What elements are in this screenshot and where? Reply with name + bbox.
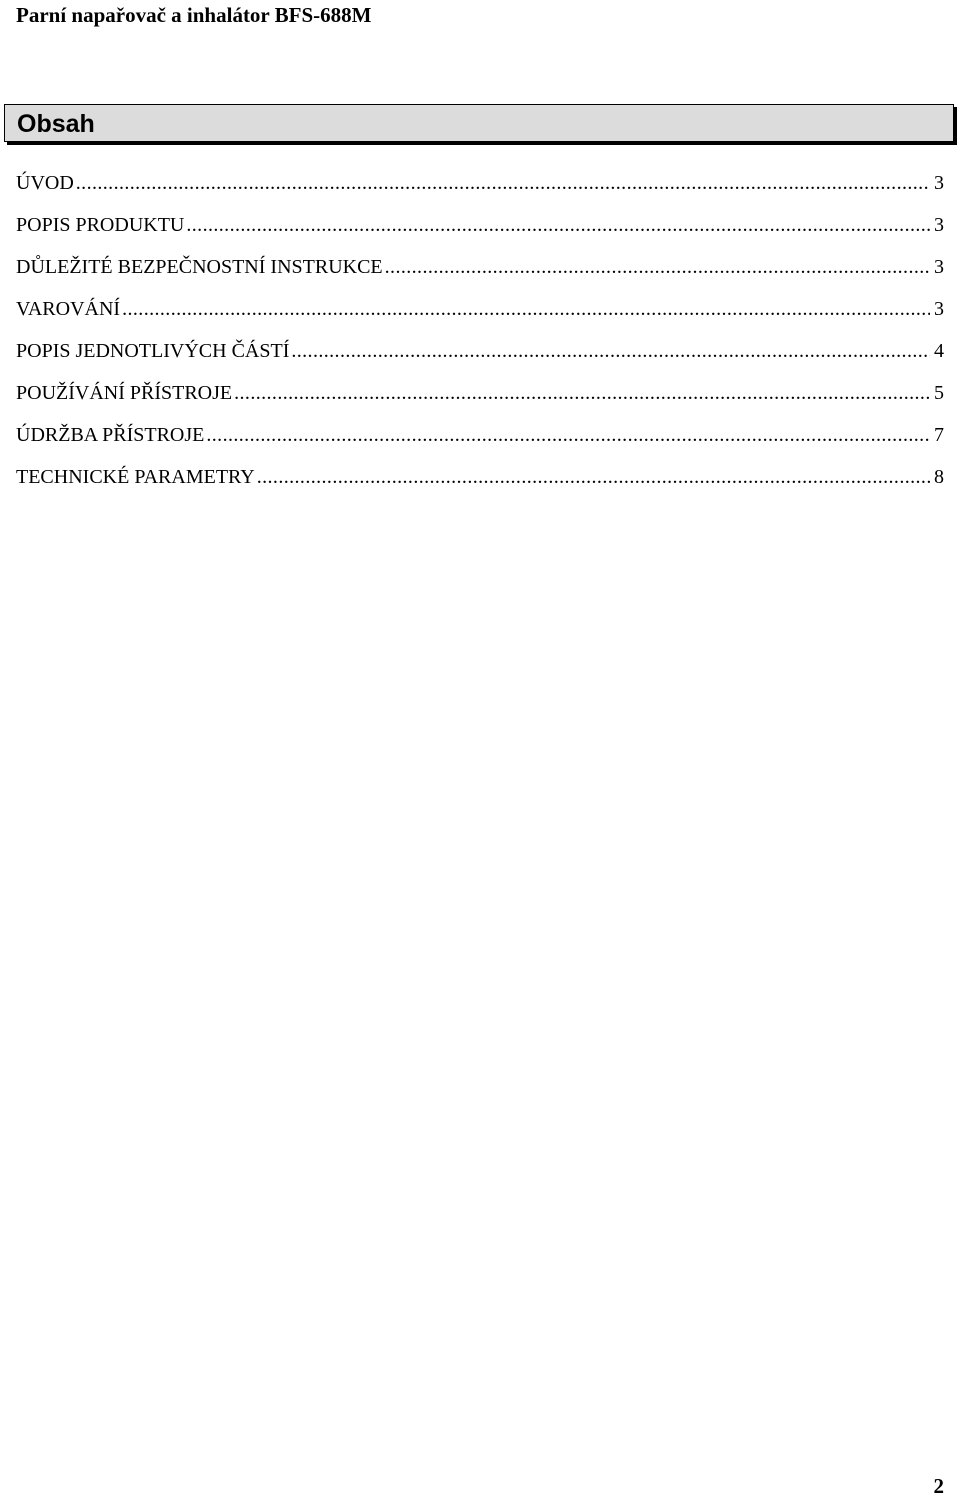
document-header-title: Parní napařovač a inhalátor BFS-688M — [16, 3, 372, 27]
toc-entry-popis-casti[interactable] — [16, 336, 944, 378]
toc-entry-title: POUŽÍVÁNÍ PŘÍSTROJE — [16, 382, 233, 404]
toc-entry-title: VAROVÁNÍ — [16, 298, 121, 320]
toc-entry-bezpecnostni-instrukce[interactable] — [16, 252, 944, 294]
toc-dot-leader — [206, 420, 930, 450]
toc-dot-leader — [122, 294, 930, 324]
toc-entry-udrzba[interactable] — [16, 420, 944, 462]
toc-dot-leader — [186, 210, 930, 240]
toc-entry-page: 3 — [934, 298, 944, 320]
toc-entry-varovani[interactable] — [16, 294, 944, 336]
toc-entry-page: 3 — [934, 214, 944, 236]
toc-heading-box — [4, 104, 954, 142]
toc-entry-pouzivani[interactable] — [16, 378, 944, 420]
toc-entry-page: 7 — [934, 424, 944, 446]
toc-dot-leader — [234, 378, 930, 408]
toc-entry-page: 4 — [934, 340, 944, 362]
toc-dot-leader — [257, 462, 930, 492]
toc-dot-leader — [385, 252, 930, 282]
toc-entry-technicke-parametry[interactable] — [16, 462, 944, 504]
table-of-contents — [16, 168, 944, 504]
toc-entry-page: 5 — [934, 382, 944, 404]
toc-entry-title: TECHNICKÉ PARAMETRY — [16, 466, 255, 488]
toc-dot-leader — [291, 336, 930, 366]
toc-entry-title: ÚDRŽBA PŘÍSTROJE — [16, 424, 205, 446]
toc-entry-title: DŮLEŽITÉ BEZPEČNOSTNÍ INSTRUKCE — [16, 256, 383, 278]
page-number: 2 — [933, 1474, 944, 1498]
toc-entry-page: 8 — [934, 466, 944, 488]
toc-dot-leader — [76, 168, 930, 198]
toc-entry-title: POPIS PRODUKTU — [16, 214, 185, 236]
toc-entry-uvod[interactable] — [16, 168, 944, 210]
toc-heading: Obsah — [17, 110, 95, 138]
toc-entry-page: 3 — [934, 256, 944, 278]
toc-entry-page: 3 — [934, 172, 944, 194]
toc-entry-title: ÚVOD — [16, 172, 74, 194]
toc-entry-popis-produktu[interactable] — [16, 210, 944, 252]
toc-entry-title: POPIS JEDNOTLIVÝCH ČÁSTÍ — [16, 340, 290, 362]
